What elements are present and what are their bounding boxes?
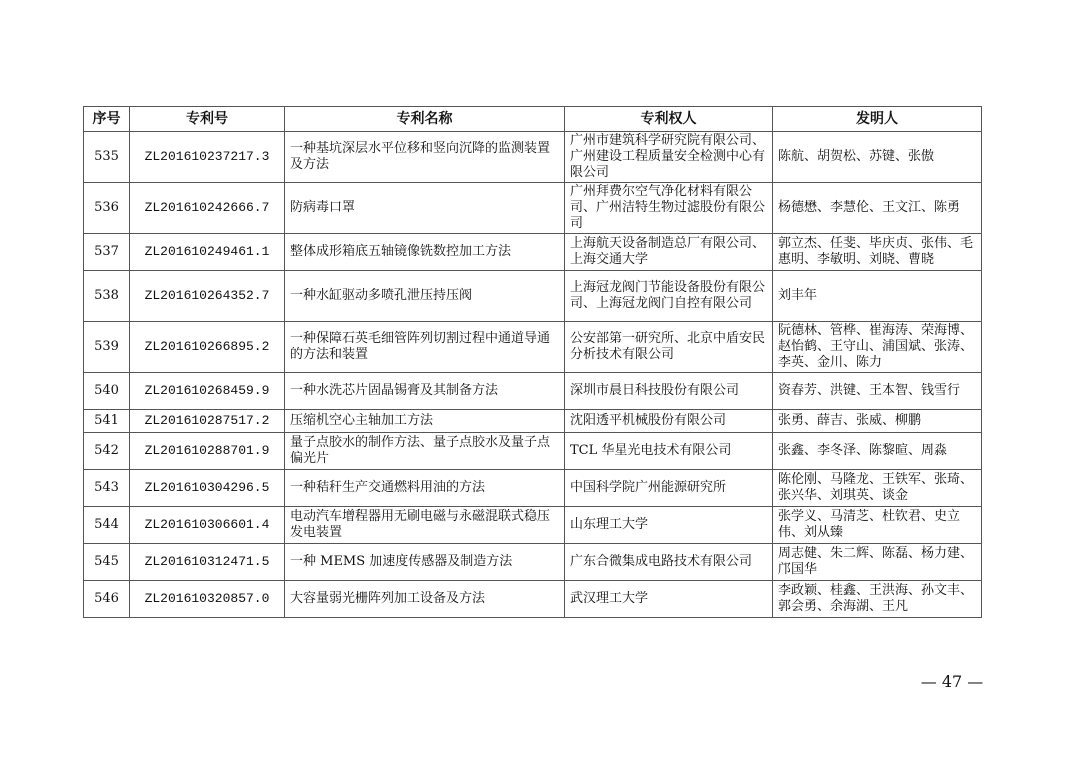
- cell-inventors: 张鑫、李冬泽、陈黎暄、周淼: [773, 433, 982, 470]
- cell-serial: 536: [84, 183, 130, 234]
- table-row: [84, 132, 982, 183]
- cell-serial: 545: [84, 544, 130, 581]
- table-row: [84, 581, 982, 618]
- cell-patent-name: 一种保障石英毛细管阵列切割过程中通道导通的方法和装置: [285, 322, 565, 373]
- cell-serial: 538: [84, 271, 130, 322]
- cell-serial: 541: [84, 410, 130, 433]
- cell-patent-no: ZL201610249461.1: [130, 234, 285, 271]
- cell-serial: 540: [84, 373, 130, 410]
- table-row: [84, 470, 982, 507]
- cell-patent-owner: 广州拜费尔空气净化材料有限公司、广州洁特生物过滤股份有限公司: [565, 183, 773, 234]
- cell-patent-name: 一种秸秆生产交通燃料用油的方法: [285, 470, 565, 507]
- header-patent-owner: 专利权人: [565, 107, 773, 132]
- cell-patent-no: ZL201610237217.3: [130, 132, 285, 183]
- cell-serial: 546: [84, 581, 130, 618]
- cell-patent-no: ZL201610320857.0: [130, 581, 285, 618]
- cell-patent-no: ZL201610242666.7: [130, 183, 285, 234]
- cell-patent-name: 一种水缸驱动多喷孔泄压持压阀: [285, 271, 565, 322]
- cell-serial: 535: [84, 132, 130, 183]
- cell-patent-owner: 广东合微集成电路技术有限公司: [565, 544, 773, 581]
- cell-patent-no: ZL201610264352.7: [130, 271, 285, 322]
- table-header-row: [84, 107, 982, 132]
- cell-patent-no: ZL201610268459.9: [130, 373, 285, 410]
- table-row: [84, 373, 982, 410]
- cell-patent-no: ZL201610266895.2: [130, 322, 285, 373]
- cell-patent-owner: 公安部第一研究所、北京中盾安民分析技术有限公司: [565, 322, 773, 373]
- cell-inventors: 阮德林、管桦、崔海涛、荣海博、赵怡鹤、王守山、浦国斌、张涛、李英、金川、陈力: [773, 322, 982, 373]
- cell-patent-name: 量子点胶水的制作方法、量子点胶水及量子点偏光片: [285, 433, 565, 470]
- cell-serial: 544: [84, 507, 130, 544]
- page-number: — 47 —: [920, 672, 984, 691]
- cell-patent-name: 一种 MEMS 加速度传感器及制造方法: [285, 544, 565, 581]
- cell-patent-name: 防病毒口罩: [285, 183, 565, 234]
- cell-patent-no: ZL201610287517.2: [130, 410, 285, 433]
- cell-serial: 543: [84, 470, 130, 507]
- cell-patent-owner: 上海航天设备制造总厂有限公司、上海交通大学: [565, 234, 773, 271]
- cell-patent-owner: TCL 华星光电技术有限公司: [565, 433, 773, 470]
- table-row: [84, 322, 982, 373]
- cell-inventors: 陈航、胡贺松、苏键、张傲: [773, 132, 982, 183]
- cell-patent-no: ZL201610304296.5: [130, 470, 285, 507]
- cell-inventors: 周志健、朱二辉、陈磊、杨力建、邝国华: [773, 544, 982, 581]
- cell-inventors: 李政颖、桂鑫、王洪海、孙文丰、郭会勇、余海湖、王凡: [773, 581, 982, 618]
- cell-serial: 537: [84, 234, 130, 271]
- cell-patent-owner: 深圳市晨日科技股份有限公司: [565, 373, 773, 410]
- cell-serial: 539: [84, 322, 130, 373]
- header-serial: 序号: [84, 107, 130, 132]
- header-patent-name: 专利名称: [285, 107, 565, 132]
- table-row: [84, 544, 982, 581]
- cell-patent-owner: 上海冠龙阀门节能设备股份有限公司、上海冠龙阀门自控有限公司: [565, 271, 773, 322]
- table-row: [84, 271, 982, 322]
- patent-table: [83, 106, 982, 618]
- cell-patent-owner: 山东理工大学: [565, 507, 773, 544]
- cell-inventors: 张学义、马清芝、杜钦君、史立伟、刘从臻: [773, 507, 982, 544]
- header-patent-no: 专利号: [130, 107, 285, 132]
- cell-inventors: 杨德懋、李慧伦、王文江、陈勇: [773, 183, 982, 234]
- cell-patent-owner: 武汉理工大学: [565, 581, 773, 618]
- cell-patent-name: 电动汽车增程器用无刷电磁与永磁混联式稳压发电装置: [285, 507, 565, 544]
- cell-patent-owner: 中国科学院广州能源研究所: [565, 470, 773, 507]
- cell-patent-name: 压缩机空心主轴加工方法: [285, 410, 565, 433]
- cell-patent-owner: 广州市建筑科学研究院有限公司、广州建设工程质量安全检测中心有限公司: [565, 132, 773, 183]
- table-row: [84, 507, 982, 544]
- cell-patent-name: 一种水洗芯片固晶锡膏及其制备方法: [285, 373, 565, 410]
- table-row: [84, 433, 982, 470]
- table-row: [84, 234, 982, 271]
- cell-inventors: 刘丰年: [773, 271, 982, 322]
- cell-patent-owner: 沈阳透平机械股份有限公司: [565, 410, 773, 433]
- table-row: [84, 183, 982, 234]
- cell-inventors: 资春芳、洪键、王本智、钱雪行: [773, 373, 982, 410]
- cell-patent-no: ZL201610312471.5: [130, 544, 285, 581]
- cell-inventors: 张勇、薛吉、张威、柳鹏: [773, 410, 982, 433]
- cell-patent-name: 一种基坑深层水平位移和竖向沉降的监测装置及方法: [285, 132, 565, 183]
- cell-patent-no: ZL201610306601.4: [130, 507, 285, 544]
- cell-patent-name: 整体成形箱底五轴镜像铣数控加工方法: [285, 234, 565, 271]
- cell-patent-name: 大容量弱光栅阵列加工设备及方法: [285, 581, 565, 618]
- header-inventors: 发明人: [773, 107, 982, 132]
- cell-inventors: 陈伦刚、马隆龙、王铁军、张琦、张兴华、刘琪英、谈金: [773, 470, 982, 507]
- cell-inventors: 郭立杰、任斐、毕庆贞、张伟、毛惠明、李敏明、刘晓、曹晓: [773, 234, 982, 271]
- cell-serial: 542: [84, 433, 130, 470]
- table-row: [84, 410, 982, 433]
- cell-patent-no: ZL201610288701.9: [130, 433, 285, 470]
